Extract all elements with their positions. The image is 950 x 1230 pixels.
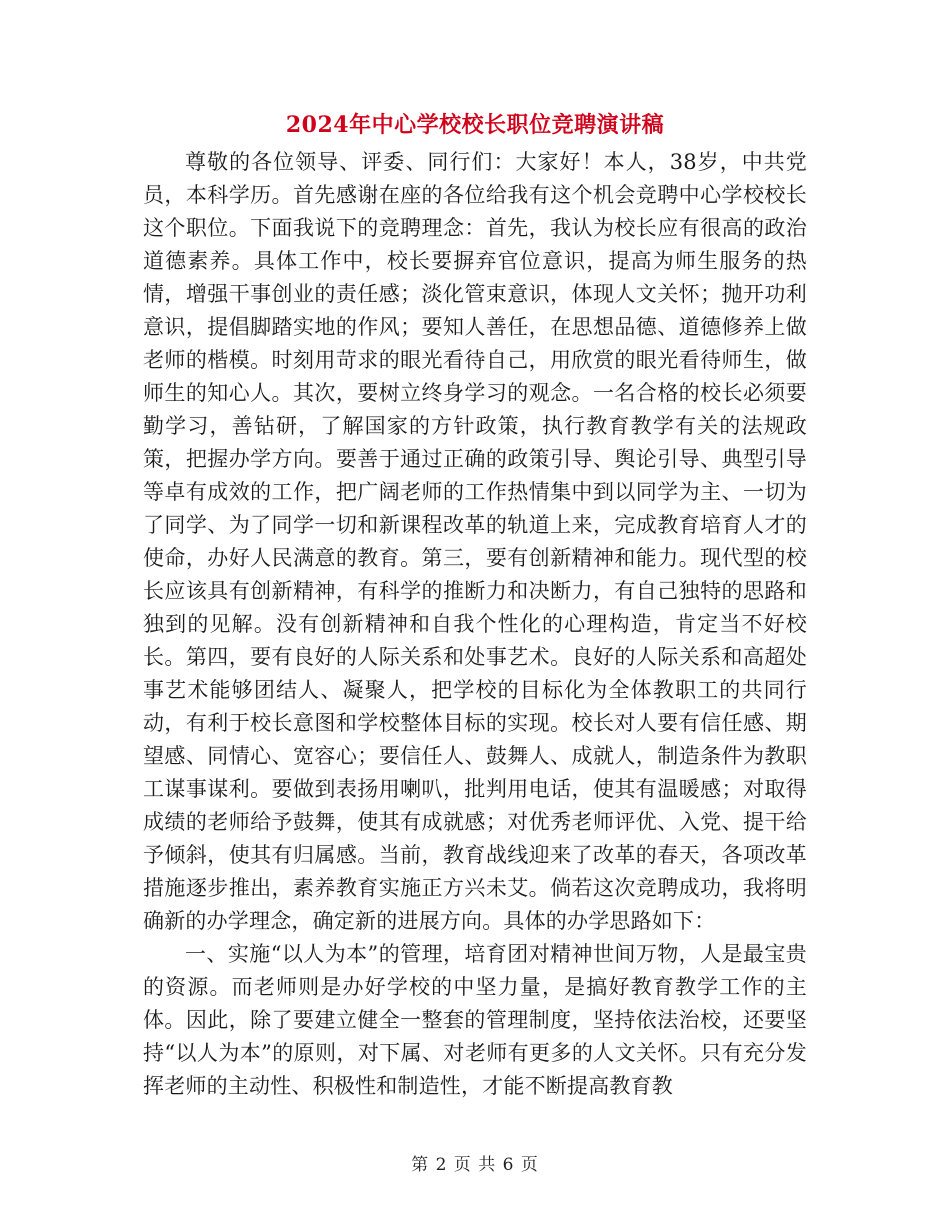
page-number-footer: 第 2 页 共 6 页 [411,1155,539,1175]
paragraph-intro: 尊敬的各位领导、评委、同行们：大家好！本人，38岁，中共党员，本科学历。首先感谢在座的各位给我有这个机会竞聘中心学校校长这个职位。下面我说下的竞聘理念：首先，我认为校长应有很高的政治道德素养。具体工作中，校长要摒弃官位意识，提高为师生服务的热情，增强干事创业的责任感；淡化管束意识，体现人文关怀；抛开功利意识，提倡脚踏实地的作风；要知人善任，在思想品德、道德修养上做老师的楷模。时刻用苛求的眼光看待自己，用欣赏的眼光看待师生，做师生的知心人。其次，要树立终身学习的观念。一名合格的校长必须要勤学习，善钻研，了解国家的方针政策，执行教育教学有关的法规政策，把握办学方向。要善于通过正确的政策引导、舆论引导、典型引导等卓有成效的工作，把广阔老师的工作热情集中到以同学为主、一切为了同学、为了同学一切和新课程改革的轨道上来，完成教育培育人才的使命，办好人民满意的教育。第三，要有创新精神和能力。现代型的校长应该具有创新精神，有科学的推断力和决断力，有自己独特的思路和独到的见解。没有创新精神和自我个性化的心理构造，肯定当不好校长。第四，要有良好的人际关系和处事艺术。良好的人际关系和高超处事艺术能够团结人、凝聚人，把学校的目标化为全体教职工的共同行动，有利于校长意图和学校整体目标的实现。校长对人要有信任感、期望感、同情心、宽容心；要信任人、鼓舞人、成就人，制造条件为教职工谋事谋利。要做到表扬用喇叭，批判用电话，使其有温暖感；对取得成绩的老师给予鼓舞，使其有成就感；对优秀老师评优、入党、提干给予倾斜，使其有归属感。当前，教育战线迎来了改革的春天，各项改革措施逐步推出，素养教育实施正方兴未艾。倘若这次竞聘成功，我将明确新的办学理念，确定新的进展方向。具体的办学思路如下： [143,150,807,933]
document-title: 2024年中心学校校长职位竞聘演讲稿 [285,112,665,138]
document-body [143,146,807,1103]
paragraph-section-one: 一、实施“以人为本”的管理，培育团对精神世间万物，人是最宝贵的资源。而老师则是办好学校的中坚力量，是搞好教育教学工作的主体。因此，除了要建立健全一整套的管理制度，坚持依法治校，还要坚持“以人为本”的原则，对下属、对老师有更多的人文关怀。只有充分发挥老师的主动性、积极性和制造性，才能不断提高教育教 [143,942,807,1098]
